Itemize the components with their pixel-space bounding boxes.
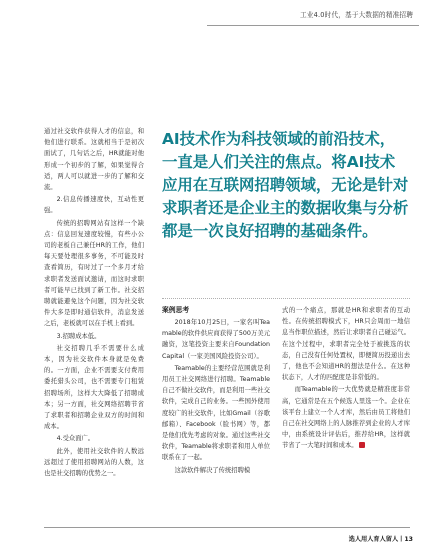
left-column — [44, 126, 144, 479]
end-mark-icon — [359, 442, 365, 448]
body-paragraph: 2018年10月25日，一家名叫Teamable的软件供应商获得了500万美元融资，这笔投资主要来自Foundation Capital（一家美国风险投资公司）。 — [162, 319, 270, 360]
running-header: 工业4.0时代，基于大数据的精准招聘 — [300, 11, 413, 19]
body-paragraph: 通过社交软件获得人才的信息，和他们进行联系。这就相当于是初次面试了，几句话之后，HR就能对他形成一个初步的了解，如果觉得合适，两人可以就进一步的了解和交流。 — [44, 128, 144, 192]
right-column — [282, 305, 410, 452]
header-divider — [207, 25, 419, 26]
pull-quote: AI技术作为科技领域的前沿技术，一直是人们关注的焦点。将AI技术应用在互联网招聘领域，无论是针对求职者还是企业主的数据收集与分析都是一次良好招聘的基础条件。 — [162, 130, 409, 240]
body-paragraph: 这款软件解决了传统招聘模 — [174, 466, 251, 474]
body-text: 而Teamable的一大优势就是精准度非常高，它通常是在五个候选人里选一个。企业在该平台上建立一个人才库，然后由员工将他们自己在社交网络上的人脉推荐到企业的人才库中，由系统设计评估后，推荐给HR，这样就节省了一大笔时间和成本。 — [282, 386, 410, 450]
body-paragraph: 4.受众面广。 — [56, 435, 95, 443]
body-paragraph: Teamable的主要经营范围就是利用员工社交网络进行招聘。Teamable自己不做社交软件，而是利用一些社交软件，完成自己的业务。一些国外使用度较广的社交软件，比如Gmail（谷歌邮箱）、Facebook（脸书网）等，都是他们优先考虑的对象。通过这些社交软件，Teamable将求职者和用人单位联系在了一起。 — [162, 364, 270, 462]
body-paragraph — [282, 384, 410, 451]
section-divider — [162, 298, 410, 299]
case-column — [162, 305, 270, 476]
body-paragraph: 此外，使用社交软件的人数远远超过了使用招聘网站的人数，这也是社交招聘的优势之一。 — [44, 447, 144, 478]
body-paragraph: 社交招聘几乎不需要什么成本，因为社交软件本身就是免费的。一方面，企业不需要支付费用委托猎头公司，也不需要专门租赁招聘场所，这样大大降低了招聘成本；另一方面，社交网络招聘节省了求职者和招聘企业双方的时间和成本。 — [44, 344, 144, 431]
body-paragraph: 传统的招聘网站有这样一个缺点：信息回复速度较慢，有些小公司的老板自己兼任HR的工作，他们每天要处理很多事务，不可能及时查看简历，有时过了一个多月才给求职者发送面试邀请，而这时求职者可能早已找到了新工作。社交招聘就能避免这个问题，因为社交软件大多是即时通信软件，消息发送之后，老板就可以在手机上看到。 — [44, 219, 144, 328]
footer-divider — [44, 527, 410, 528]
body-paragraph: 式的一个痛点，那就是HR和求职者的互动性。在传统招聘模式下，HR只会周而一地信息当作职位描述，然后让求职者自己碰运气。在这个过程中，求职者完全处于被挑选的状态，自己没有任何处置权，即便简历投递出去了，他也不会知道HR的想法是什么。在这种状态下，人才的匹配度是非常低的。 — [282, 307, 410, 382]
body-paragraph: 2.信息传播速度快，互动性更强。 — [44, 196, 144, 215]
case-heading: 案例思考 — [162, 306, 190, 314]
page-folio: 选人用人育人留人丨13 — [348, 536, 413, 543]
body-paragraph: 3.招聘成本低。 — [56, 332, 101, 340]
